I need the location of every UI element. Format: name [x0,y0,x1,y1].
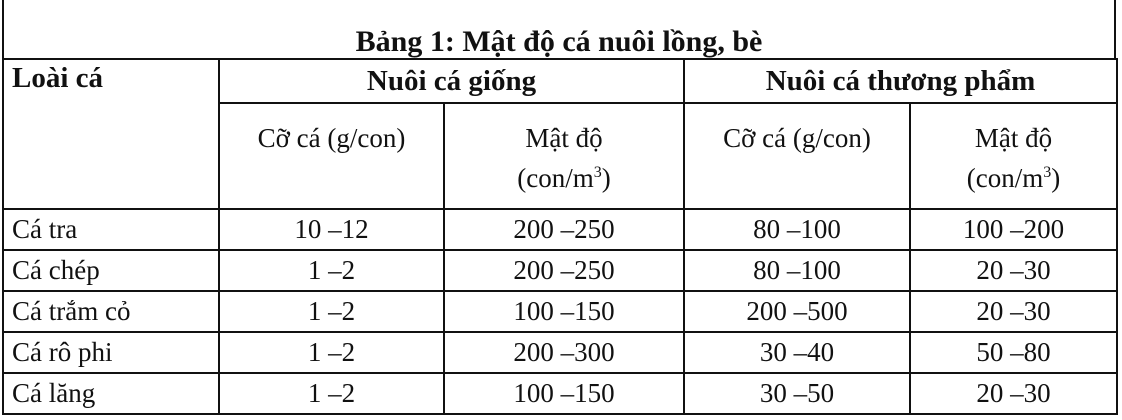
fingerling-density-cell: 200 –250 [444,250,684,291]
table-title: Bảng 1: Mật độ cá nuôi lồng, bè [355,25,763,58]
commercial-density-cell: 50 –80 [910,332,1117,373]
fingerling-size-cell: 1 –2 [219,373,444,414]
table-row [3,373,1117,414]
fingerling-density-cell: 200 –300 [444,332,684,373]
fingerling-size-cell: 1 –2 [219,332,444,373]
fingerling-size-cell: 1 –2 [219,250,444,291]
commercial-density-cell: 20 –30 [910,373,1117,414]
header-row-groups [3,59,1117,103]
header-fingerling-density [444,103,684,209]
commercial-size-cell: 80 –100 [684,250,910,291]
commercial-size-cell: 80 –100 [684,209,910,250]
commercial-density-cell: 20 –30 [910,291,1117,332]
header-species: Loài cá [3,59,219,209]
species-cell: Cá rô phi [3,332,219,373]
density-label: Mật độ [525,123,603,153]
table-row [3,250,1117,291]
header-commercial-density [910,103,1117,209]
commercial-density-cell: 100 –200 [910,209,1117,250]
header-fingerling-group: Nuôi cá giống [219,59,684,103]
title-row [2,0,1116,58]
fingerling-density-cell: 200 –250 [444,209,684,250]
commercial-density-cell: 20 –30 [910,250,1117,291]
density-unit: $(con/m^3)$ [966,163,1061,193]
header-commercial-group: Nuôi cá thương phẩm [684,59,1117,103]
fingerling-density-cell: 100 –150 [444,373,684,414]
commercial-size-cell: 200 –500 [684,291,910,332]
species-cell: Cá trắm cỏ [3,291,219,332]
density-unit: $(con/m^3)$ [517,163,611,193]
density-label: Mật độ [974,123,1053,153]
fingerling-size-cell: 10 –12 [219,209,444,250]
header-fingerling-size: Cỡ cá (g/con) [219,103,444,209]
species-cell: Cá lăng [3,373,219,414]
commercial-size-cell: 30 –40 [684,332,910,373]
fingerling-density-cell: 100 –150 [444,291,684,332]
species-cell: Cá chép [3,250,219,291]
table-row [3,209,1117,250]
table-row [3,291,1117,332]
fingerling-size-cell: 1 –2 [219,291,444,332]
commercial-size-cell: 30 –50 [684,373,910,414]
density-table [2,58,1118,415]
table-row [3,332,1117,373]
header-commercial-size: Cỡ cá (g/con) [684,103,910,209]
species-cell: Cá tra [3,209,219,250]
